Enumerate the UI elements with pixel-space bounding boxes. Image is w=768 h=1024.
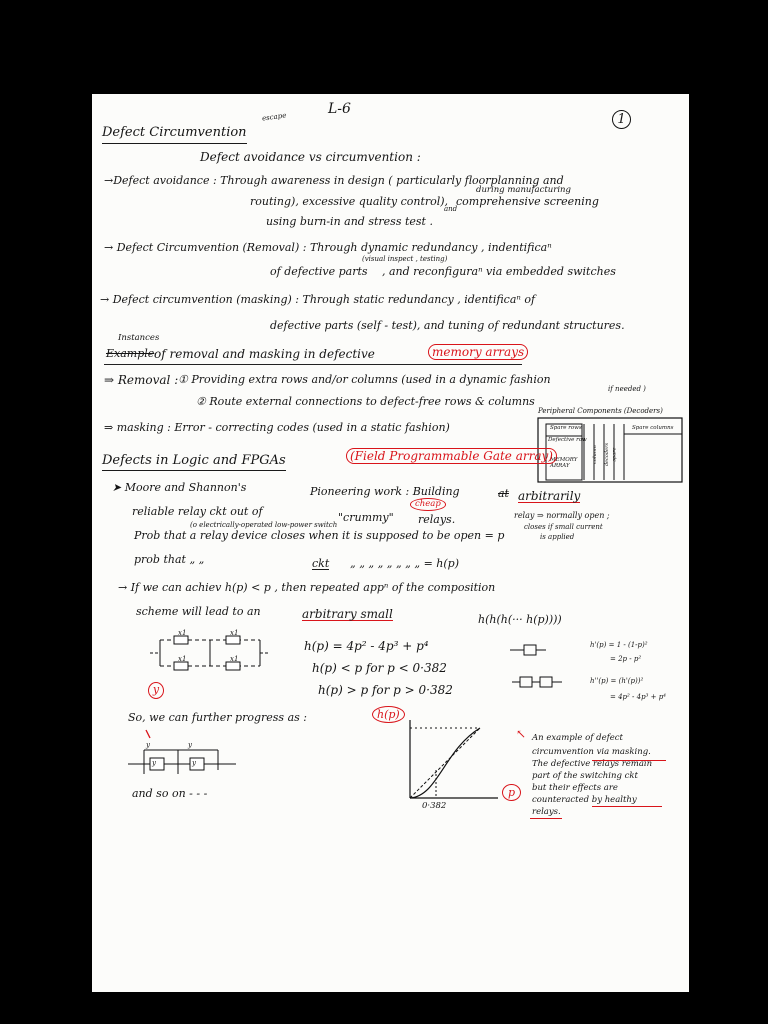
relay-label-1: x1 — [178, 629, 187, 637]
relay-label-2: x1 — [230, 629, 239, 637]
side-formula-2a: h''(p) = (h'(p))² — [590, 677, 644, 685]
chain-label-1: y — [146, 741, 150, 749]
mem-spare-cols: Spare columns — [632, 425, 674, 431]
divider — [104, 364, 522, 365]
removal-line-2: of defective parts — [270, 265, 368, 278]
side-formula-1a: h'(p) = 1 - (1-p)² — [590, 641, 648, 649]
moore-electric-note: (o electrically-operated low-power switch — [190, 521, 338, 529]
chain-label-4: y — [192, 759, 196, 767]
note-red-underline-1 — [592, 760, 666, 761]
chain-ending: and so on - - - — [132, 787, 208, 800]
masking-item: ⇒ masking : Error - correcting codes (used in a static fashion) — [104, 421, 450, 434]
masking-line-2: defective parts (self - test), and tuning of redundant structures. — [270, 319, 625, 332]
instances-struck: Example — [106, 347, 155, 360]
example-note-2: circumvention via masking. — [532, 747, 651, 757]
chain-circuit — [128, 730, 238, 776]
graph-xlabel: p — [502, 784, 521, 801]
memory-array-diagram — [536, 408, 684, 484]
relay-note-1: relay ⇒ normally open ; — [514, 511, 610, 520]
lecture-number: L-6 — [328, 101, 351, 117]
note-arrow: ↖ — [516, 727, 527, 741]
example-note-3: The defective relays remain — [532, 759, 653, 769]
note-red-underline-2 — [530, 818, 562, 819]
moore-crummy: "crummy" — [338, 511, 394, 524]
mem-spare-rows: Spare rows — [550, 425, 582, 431]
page-title: Defect Circumvention — [102, 126, 247, 144]
example-note-7: relays. — [532, 807, 561, 817]
chain-label-2: y — [188, 741, 192, 749]
removal-note: (visual inspect , testing) — [362, 255, 448, 263]
removal-item-2: ② Route external connections to defect-free rows & columns — [196, 395, 535, 408]
relay-label-3: x1 — [178, 655, 187, 663]
avoidance-line-2b: comprehensive screening — [456, 195, 599, 208]
avoidance-line-3: using burn-in and stress test . — [266, 215, 433, 228]
mem-col-label-1: column — [591, 445, 598, 464]
removal-item-1-note: if needed ) — [608, 385, 646, 393]
removal-line-1: → Defect Circumvention (Removal) : Through dynamic redundancy , indentificaⁿ — [104, 241, 552, 254]
instances-text: of removal and masking in defective — [154, 347, 375, 361]
circuit-circled-y: y — [148, 682, 164, 699]
moore-struck: at — [498, 487, 509, 500]
relay-label-4: x1 — [230, 655, 239, 663]
cheap-circle: cheap — [410, 498, 446, 511]
page-number: 1 — [612, 110, 631, 129]
mem-col-label-2: decoders — [604, 442, 611, 467]
avoidance-line-2: routing), excessive quality control), — [250, 195, 449, 208]
achieve-line-1: → If we can achiev h(p) < p , then repeated appⁿ of the composition — [118, 581, 496, 594]
moore-arbitrarily: arbitrarily — [518, 489, 581, 503]
mem-title: Peripheral Components (Decoders) — [538, 407, 663, 415]
further-line: So, we can further progress as : — [128, 711, 307, 724]
hp-graph — [398, 710, 518, 810]
relay-note-3: is applied — [540, 533, 575, 541]
equation-3: h(p) > p for p > 0·382 — [318, 683, 453, 697]
removal-items-label: ⇒ Removal : — [104, 373, 179, 387]
equation-2: h(p) < p for p < 0·382 — [312, 661, 447, 675]
example-note-1: An example of defect — [532, 733, 623, 743]
instances-annotation: Instances — [118, 333, 160, 343]
avoid-vs-line: Defect avoidance vs circumvention : — [200, 150, 421, 164]
logic-heading: Defects in Logic and FPGAs — [102, 454, 286, 471]
avoidance-line-1: →Defect avoidance : Through awareness in design ( particularly floorplanning and — [104, 174, 564, 187]
equation-1: h(p) = 4p² - 4p³ + p⁴ — [304, 639, 429, 653]
title-annotation: escape — [261, 111, 287, 123]
prob-line-2-end: „ „ „ „ „ „ „ „ = h(p) — [350, 557, 459, 570]
removal-item-1: ① Providing extra rows and/or columns (used in a dynamic fashion — [178, 373, 551, 386]
example-note-4: part of the switching ckt — [532, 771, 638, 781]
mem-array-label: MEMORY ARRAY — [550, 457, 578, 469]
prob-ckt: ckt — [312, 557, 330, 570]
side-formula-2b: = 4p² - 4p³ + p⁴ — [610, 693, 666, 701]
example-note-5: but their effects are — [532, 783, 618, 793]
prob-line-1: Prob that a relay device closes when it is supposed to be open = p — [134, 529, 505, 542]
prob-line-2: prob that „ „ — [134, 553, 205, 566]
graph-ylabel: h(p) — [372, 706, 405, 723]
arbitrary-small: arbitrary small — [302, 607, 393, 621]
chain-label-3: y — [152, 759, 156, 767]
graph-tick: 0·382 — [422, 801, 447, 811]
moore-line-1a: ➤ Moore and Shannon's — [112, 481, 247, 494]
achieve-line-2-end: h(h(h(··· h(p)))) — [478, 613, 562, 626]
side-formula-1b: = 2p - p² — [610, 655, 642, 663]
memory-arrays-box: memory arrays — [428, 344, 528, 360]
moore-line-2: reliable relay ckt out of — [132, 505, 263, 518]
achieve-line-2: scheme will lead to an — [136, 605, 261, 618]
avoidance-note: during manufacturing — [476, 185, 571, 195]
example-note-6: counteracted by healthy — [532, 795, 637, 805]
notebook-page — [92, 94, 689, 992]
note-red-underline-3 — [592, 806, 662, 807]
relay-note-2: closes if small current — [524, 523, 603, 531]
mem-defective: Defective row — [548, 437, 587, 443]
avoidance-and: and — [444, 205, 458, 213]
fpga-box: (Field Programmable Gate array) — [346, 448, 557, 464]
moore-relays: relays. — [418, 513, 456, 526]
mem-col-label-3: spare — [611, 447, 618, 462]
side-circuits — [510, 642, 590, 698]
removal-line-2b: , and reconfiguraⁿ via embedded switches — [382, 265, 616, 278]
moore-line-1b: Pioneering work : Building — [310, 485, 460, 498]
relay-circuit — [150, 630, 270, 676]
masking-line-1: → Defect circumvention (masking) : Through static redundancy , identificaⁿ of — [100, 293, 536, 306]
